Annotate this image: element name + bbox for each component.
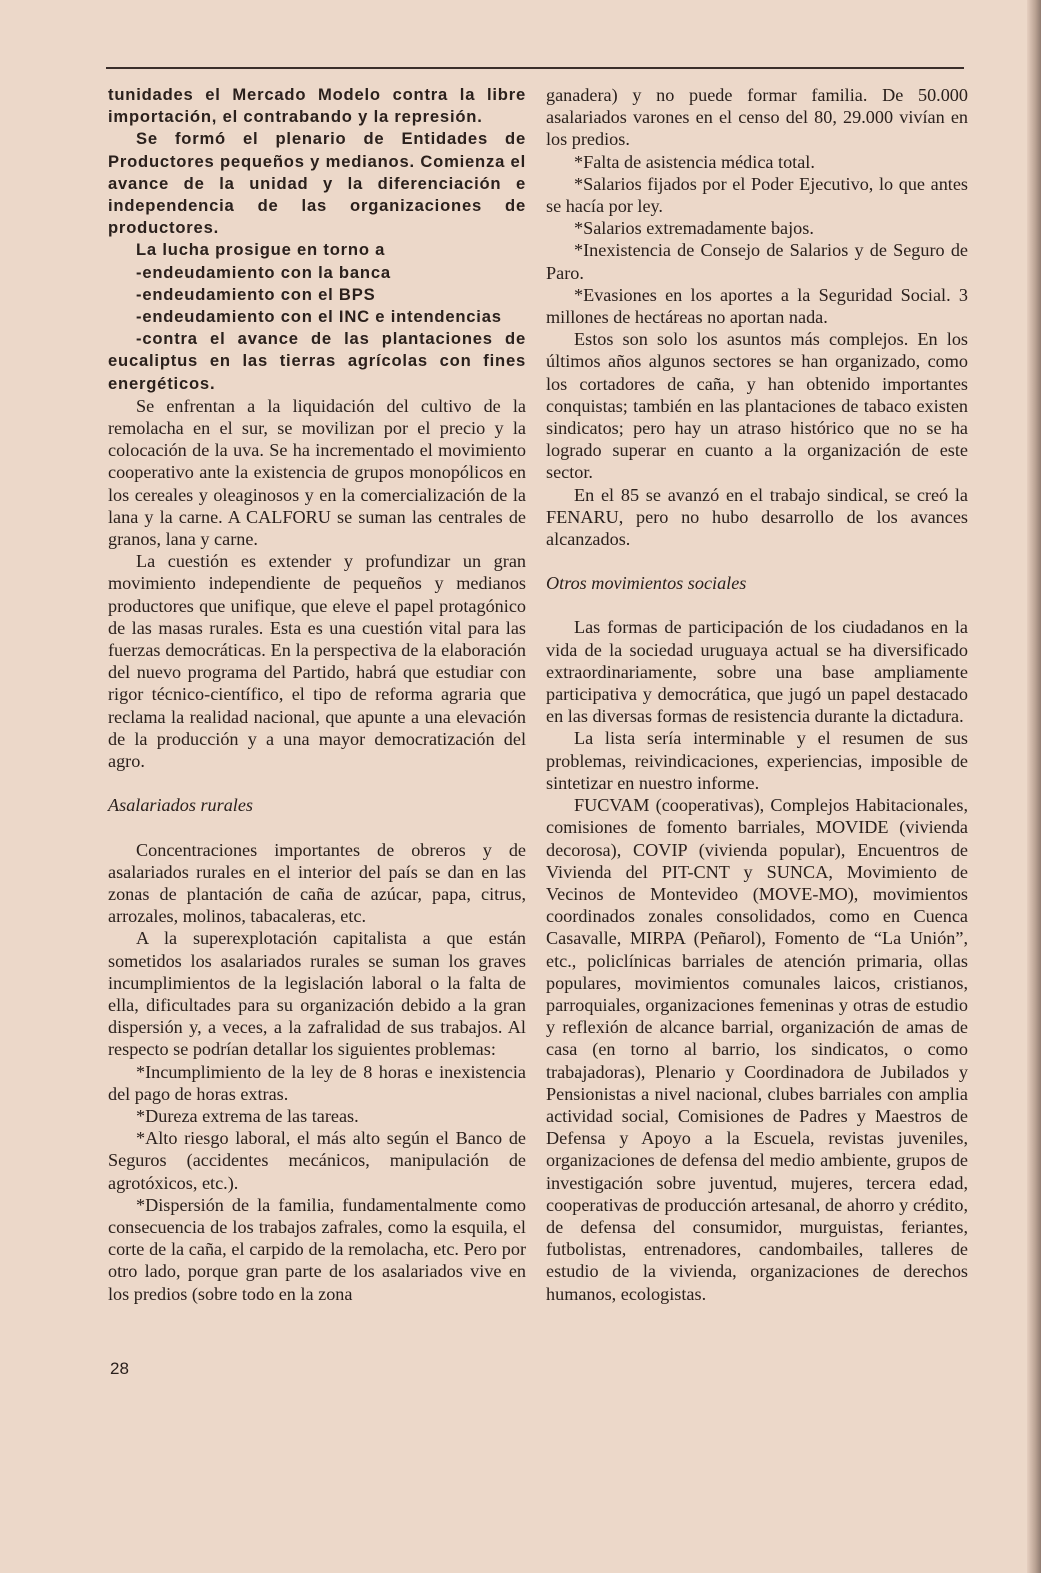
body-paragraph: Las formas de participación de los ciudadanos en la vida de la sociedad uruguaya actual se ha diversificado extraordinariamente, sobre una base ampliamente participativa y democrática, que jugó un papel destacado en las diversas formas de resistencia durante la dictadura. bbox=[546, 617, 968, 727]
bold-intro-line: -endeudamiento con la banca bbox=[136, 262, 391, 282]
right-column bbox=[546, 84, 968, 1305]
body-paragraph: La cuestión es extender y profundizar un gran movimiento independiente de pequeños y medianos productores que unifique, que eleve el papel protagónico de las masas rurales. Esta es una cuestión vital para las fuerzas democráticas. En la perspectiva de la elaboración del nuevo programa del Partido, habrá que estudiar con rigor técnico-científico, el tipo de reforma agraria que reclama la realidad nacional, que apunte a una elevación de la producción y a una mayor democratización del agro. bbox=[108, 551, 526, 772]
page-number: 28 bbox=[110, 1359, 129, 1378]
bold-intro-line: Se formó el plenario de Entidades de Productores pequeños y medianos. Comienza el avance de la unidad y la diferenciación e independencia de las organizaciones de productores. bbox=[108, 129, 526, 238]
list-item: *Dispersión de la familia, fundamentalmente como consecuencia de los trabajos zafrales, como la esquila, el corte de la caña, el carpido de la remolacha, etc. Pero por otro lado, porque gran parte de los asalariados vive en los predios (sobre todo en la zona bbox=[108, 1194, 526, 1304]
page-edge bbox=[1027, 0, 1041, 1573]
body-paragraph: Estos son solo los asuntos más complejos. En los últimos años algunos sectores se han organizado, como los cortadores de caña, y han obtenido importantes conquistas; también en las plantaciones de tabaco existen sindicatos; pero hay un atraso histórico que no se ha logrado superar en cuanto a la organización de este sector. bbox=[546, 329, 968, 483]
section-heading-asalariados: Asalariados rurales bbox=[108, 795, 254, 816]
body-paragraph: La lista sería interminable y el resumen de sus problemas, reivindicaciones, experiencias, imposible de sintetizar en nuestro informe. bbox=[546, 728, 968, 793]
bold-intro-line: -endeudamiento con el INC e intendencias bbox=[136, 307, 502, 327]
body-paragraph: ganadera) y no puede formar familia. De 50.000 asalariados varones en el censo del 80, 29.000 vivían en los predios. bbox=[546, 85, 968, 150]
bold-intro-line: -contra el avance de las plantaciones de eucaliptus en las tierras agrícolas con fines energéticos. bbox=[108, 329, 526, 393]
list-item: *Inexistencia de Consejo de Salarios y de Seguro de Paro. bbox=[546, 240, 968, 283]
body-paragraph: Se enfrentan a la liquidación del cultivo de la remolacha en el sur, se movilizan por el precio y la colocación de la uva. Se ha incrementado el movimiento cooperativo ante la existencia de grupos monopólicos en los cereales y oleaginosos y en la comercialización de la lana y la carne. A CALFORU se suman las centrales de granos, lana y carne. bbox=[108, 395, 526, 550]
body-paragraph: A la superexplotación capitalista a que están sometidos los asalariados rurales se suman los graves incumplimientos de la legislación laboral o la falta de ella, dificultades para su organización debido a la gran dispersión y, a veces, a la zafralidad de sus trabajos. Al respecto se podrían detallar los siguientes problemas: bbox=[108, 928, 526, 1060]
section-heading-otros: Otros movimientos sociales bbox=[546, 573, 747, 594]
list-item: *Salarios fijados por el Poder Ejecutivo, lo que antes se hacía por ley. bbox=[546, 173, 968, 217]
list-item: *Dureza extrema de las tareas. bbox=[136, 1105, 359, 1126]
body-paragraph: Concentraciones importantes de obreros y de asalariados rurales en el interior del país se dan en las zonas de plantación de caña de azúcar, papa, citrus, arrozales, molinos, tabacaleras, etc. bbox=[108, 839, 526, 927]
body-paragraph: FUCVAM (cooperativas), Complejos Habitacionales, comisiones de fomento barriales, MOVIDE (vivienda decorosa), COVIP (vivienda popular), Encuentros de Vivienda del PIT-CNT y SUNCA, Movimiento de Vecinos de Montevideo (MOVE-MO), movimientos coordinados zonales consolidados, como en Cuenca Casavalle, MIRPA (Peñarol), Fomento de “La Unión”, etc., policlínicas barriales de atención primaria, ollas populares, movimientos comunales laicos, cristianos, parroquiales, organizaciones femeninas y otras de estudio y reflexión de alcance barrial, organización de amas de casa (en torno al barrio, los sindicatos, o como trabajadoras), Plenario y Coordinadora de Jubilados y Pensionistas a nivel nacional, clubes barriales con amplia actividad social, Comisiones de Padres y Maestros de Defensa y Apoyo a la Escuela, revistas juveniles, organizaciones de defensa del medio ambiente, grupos de investigación sobre juventud, mujeres, tercera edad, cooperativas de producción artesanal, de ahorro y crédito, de defensa del consumidor, murguistas, feriantes, futbolistas, entrenadores, candombailes, talleres de estudio de la vivienda, organizaciones de derechos humanos, ecologistas. bbox=[546, 795, 968, 1304]
list-item: *Falta de asistencia médica total. bbox=[574, 151, 815, 172]
list-item: *Evasiones en los aportes a la Seguridad Social. 3 millones de hectáreas no aportan nada. bbox=[546, 284, 968, 328]
left-column bbox=[108, 84, 526, 1305]
bold-intro-line: La lucha prosigue en torno a bbox=[136, 240, 386, 260]
top-rule bbox=[106, 67, 964, 69]
list-item: *Alto riesgo laboral, el más alto según el Banco de Seguros (accidentes mecánicos, manipulación de agrotóxicos, etc.). bbox=[108, 1128, 526, 1193]
list-item: *Incumplimiento de la ley de 8 horas e inexistencia del pago de horas extras. bbox=[108, 1061, 526, 1104]
list-item: *Salarios extremadamente bajos. bbox=[574, 218, 814, 239]
bold-intro-line: -endeudamiento con el BPS bbox=[136, 284, 376, 304]
bold-intro-line: tunidades el Mercado Modelo contra la libre importación, el contrabando y la represión. bbox=[108, 85, 526, 127]
body-paragraph: En el 85 se avanzó en el trabajo sindical, se creó la FENARU, pero no hubo desarrollo de los avances alcanzados. bbox=[546, 484, 968, 550]
